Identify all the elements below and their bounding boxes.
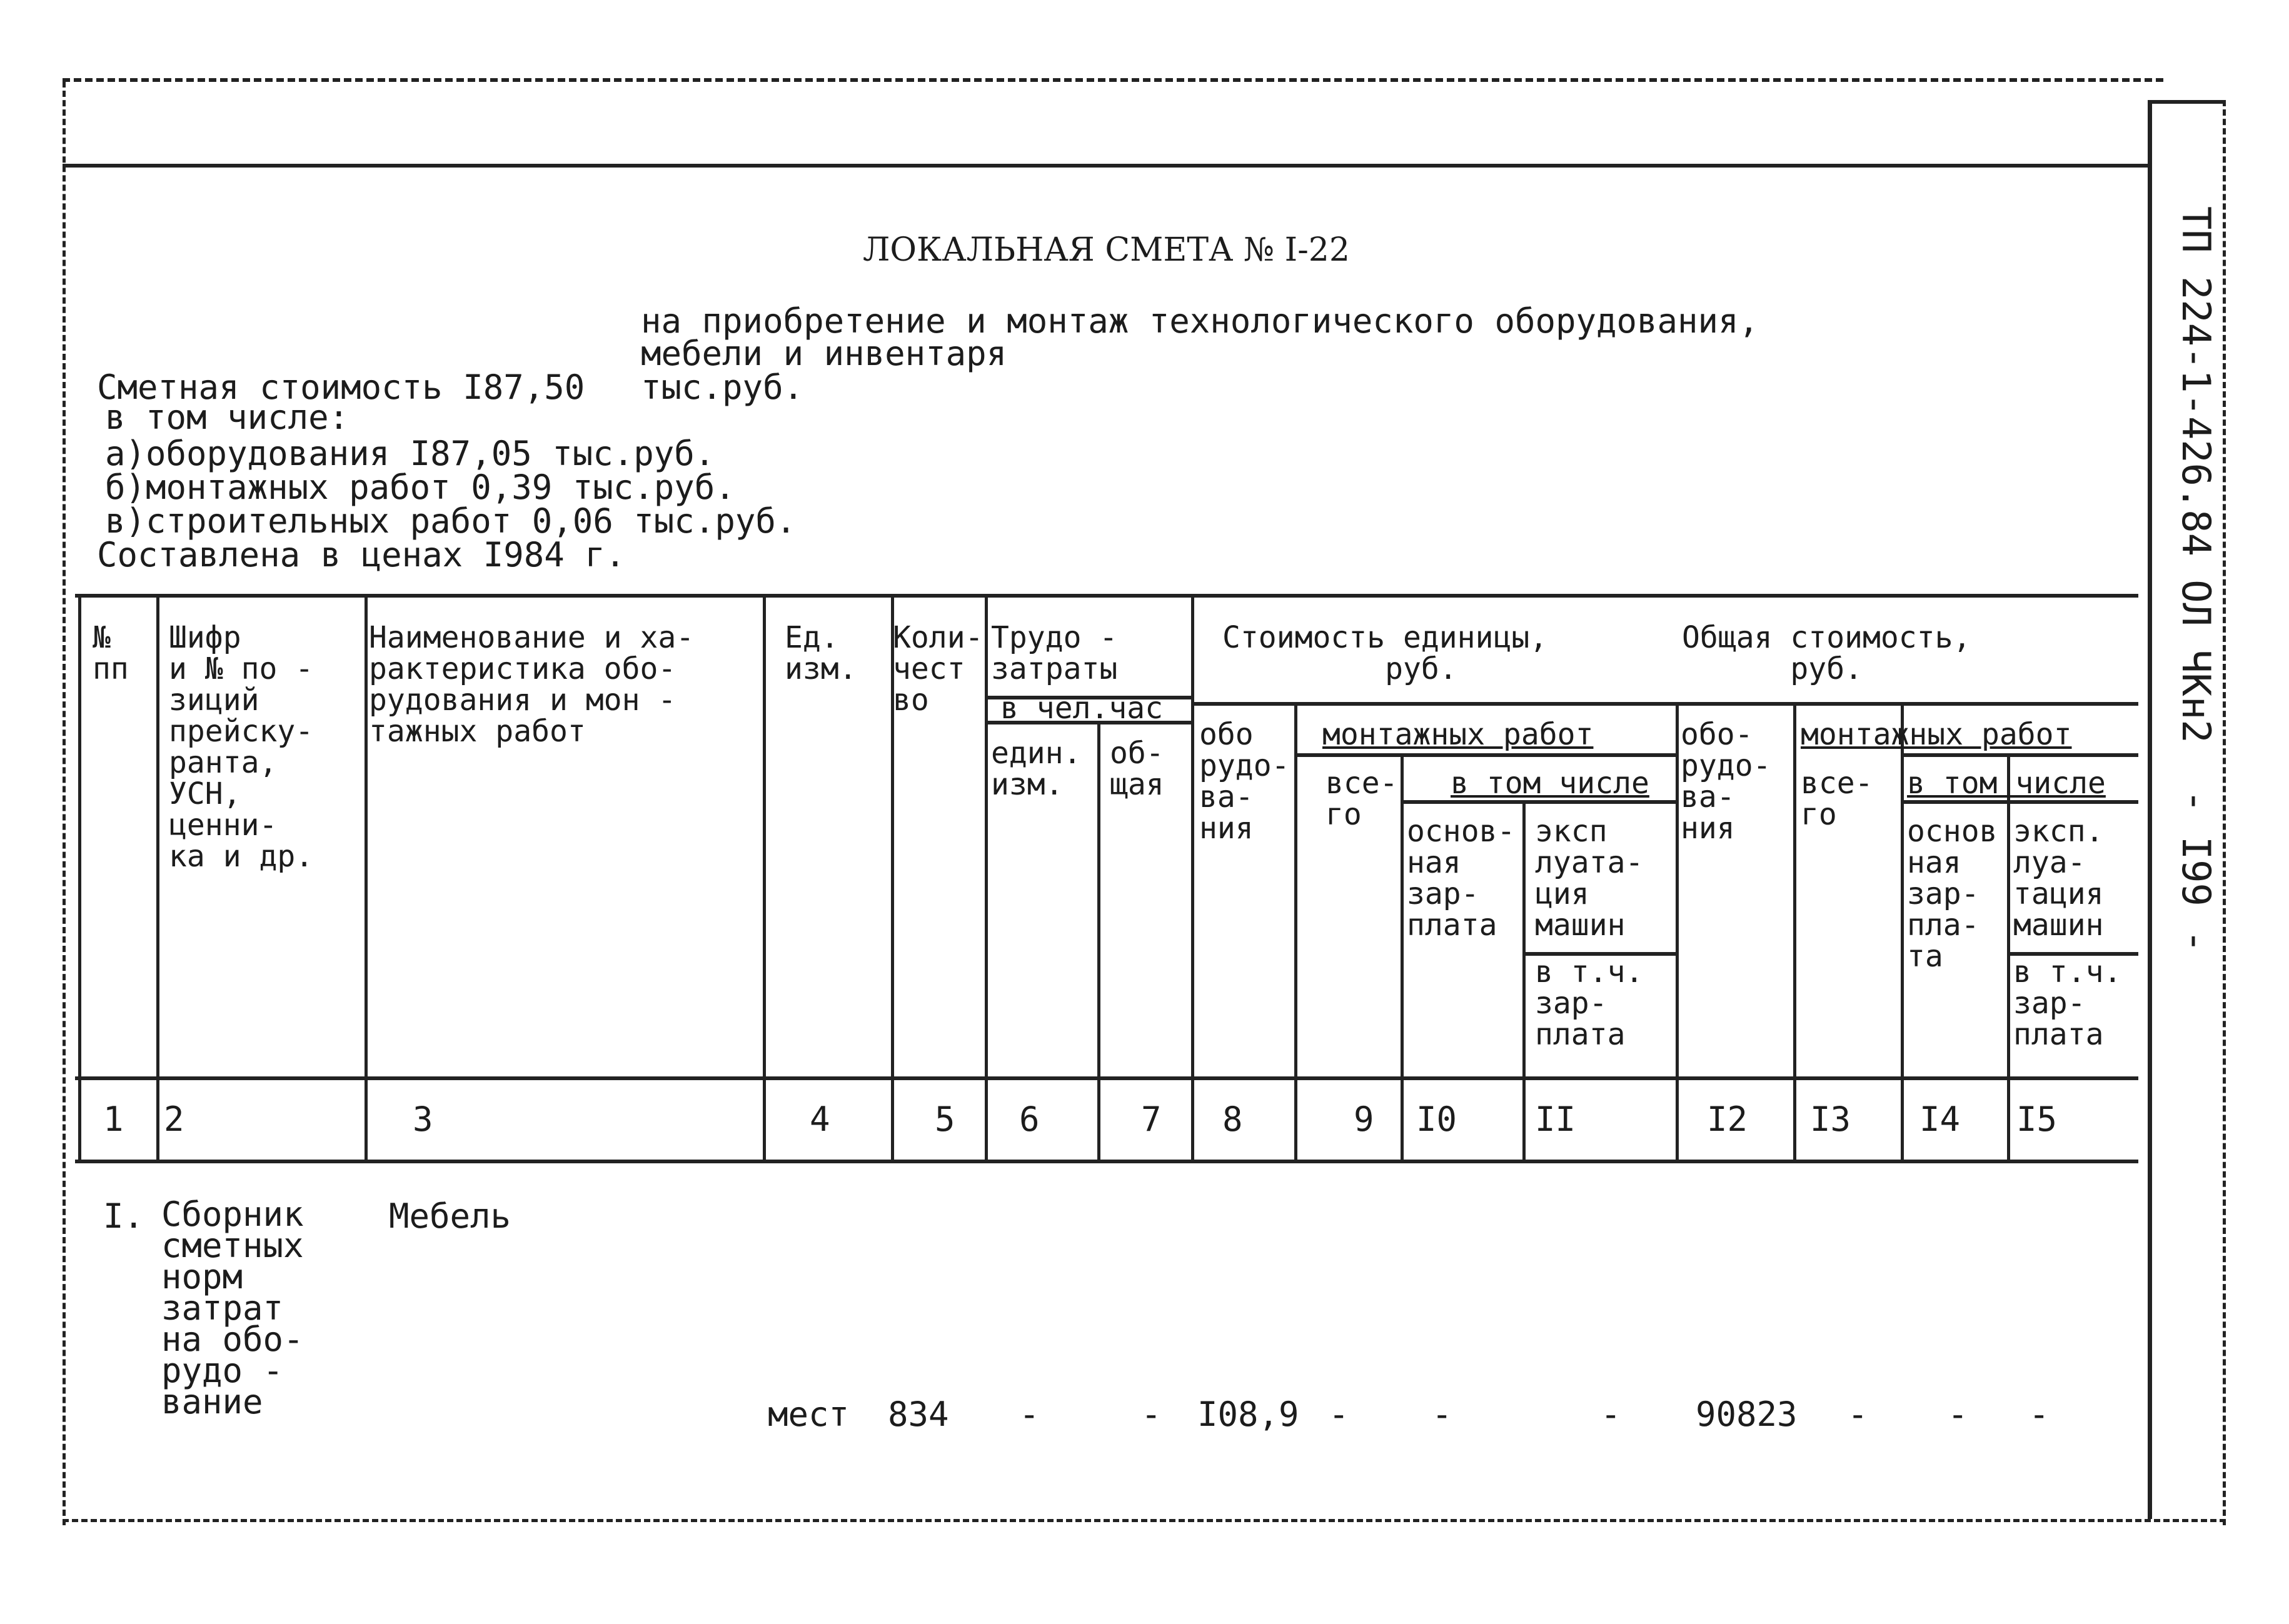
col-rule-14: [2007, 753, 2010, 1160]
colnum-15: I5: [2016, 1100, 2058, 1139]
header-rule-cost: [1194, 702, 2138, 706]
colnum-14: I4: [1919, 1100, 1961, 1139]
header-labor-unit: един. изм.: [991, 736, 1082, 802]
row-total-equip: 90823: [1696, 1395, 1798, 1434]
inner-top-rule: [63, 164, 2151, 168]
header-rule-mount1: [1294, 753, 1676, 757]
header-equip: обо рудо- ва- ния: [1199, 717, 1290, 846]
col-rule-0: [78, 594, 81, 1160]
col-rule-1: [156, 594, 159, 1160]
header-total-cost: Общая стоимость, руб.: [1682, 620, 1971, 686]
row-unit: мест: [768, 1395, 850, 1434]
colnum-4: 4: [810, 1100, 830, 1139]
colnum-9: 9: [1354, 1100, 1374, 1139]
subtitle-line2: мебели и инвентаря: [641, 334, 1007, 373]
header-mount: монтажных работ: [1322, 717, 1594, 752]
header-machine-pay2: в т.ч. зар- плата: [2013, 955, 2122, 1052]
header-base-pay2: основ ная зар- пла- та: [1907, 814, 1998, 974]
row-name: Мебель: [389, 1196, 511, 1236]
header-qty: Коли- чест во: [893, 620, 984, 718]
col-rule-12: [1793, 702, 1796, 1160]
side-stamp: ТП 224-1-426.84 ОЛ ЧКн2 - I99 -: [2173, 206, 2219, 953]
colnum-11: II: [1535, 1100, 1576, 1139]
header-rule-mount2: [1901, 753, 2138, 757]
col-rule-8: [1294, 702, 1297, 1160]
colnum-8: 8: [1222, 1100, 1243, 1139]
colnum-3: 3: [413, 1100, 433, 1139]
col-rule-13: [1901, 702, 1904, 1160]
breakdown-equipment: а)оборудования I87,05 тыс.руб.: [105, 434, 715, 473]
frame-right-top-border: [2151, 100, 2226, 104]
header-labor-sub: в чел.час: [1000, 691, 1164, 726]
col-rule-2: [365, 594, 368, 1160]
row-number: I.: [103, 1196, 144, 1236]
col-rule-9: [1401, 753, 1404, 1160]
colnum-13: I3: [1810, 1100, 1851, 1139]
header-base-pay: основ- ная зар- плата: [1407, 814, 1516, 943]
table-top-rule: [75, 594, 2138, 598]
header-unit: Ед. изм.: [785, 620, 857, 686]
header-equip2: обо- рудо- ва- ния: [1681, 717, 1771, 846]
row-total-all: -: [1848, 1395, 1868, 1434]
inner-right-rule: [2148, 100, 2152, 1519]
col-rule-11: [1676, 702, 1679, 1160]
page-title: ЛОКАЛЬНАЯ СМЕТА № I-22: [863, 231, 1350, 269]
header-labor: Трудо - затраты: [991, 620, 1118, 686]
header-mount2-all: все- го: [1801, 766, 1873, 832]
header-unit-cost: Стоимость единицы, руб.: [1222, 620, 1548, 686]
col-rule-6: [1097, 721, 1100, 1160]
colnum-bottom-rule: [75, 1160, 2138, 1163]
colnum-1: 1: [103, 1100, 124, 1139]
header-bottom-rule: [75, 1076, 2138, 1080]
colnum-10: I0: [1416, 1100, 1457, 1139]
row-code: Сборник сметных норм затрат на обо- рудо - вание: [161, 1195, 304, 1421]
colnum-12: I2: [1707, 1100, 1748, 1139]
header-name: Наименование и ха- рактеристика обо- рудования и мон - тажных работ: [369, 620, 695, 749]
header-labor-total: об- щая: [1110, 736, 1164, 802]
header-mount-all: все- го: [1326, 766, 1398, 832]
header-machine-pay: в т.ч. зар- плата: [1535, 955, 1644, 1052]
subtitle-line1: на приобретение и монтаж технологического оборудования,: [641, 301, 1759, 341]
row-qty: 834: [888, 1395, 949, 1434]
header-mount-incl: в том числе: [1451, 766, 1649, 801]
colnum-6: 6: [1019, 1100, 1040, 1139]
header-machine2: эксп. луа- тация машин: [2013, 814, 2104, 943]
header-machine: эксп луата- ция машин: [1535, 814, 1644, 943]
col-rule-10: [1522, 800, 1526, 1160]
breakdown-mounting: б)монтажных работ 0,39 тыс.руб.: [105, 468, 735, 507]
row-mount-all: -: [1329, 1395, 1349, 1434]
row-total-machine: -: [2029, 1395, 2050, 1434]
col-rule-7: [1191, 594, 1194, 1160]
header-num: № пп: [93, 620, 129, 686]
cost-unit: тыс.руб.: [641, 368, 804, 407]
breakdown-construction: в)строительных работ 0,06 тыс.руб.: [105, 501, 797, 541]
cost-line: Сметная стоимость I87,50: [97, 368, 585, 407]
frame-right-border: [2223, 100, 2226, 1525]
row-equip-cost: I08,9: [1197, 1395, 1299, 1434]
row-labor-unit: -: [1019, 1395, 1040, 1434]
header-code: Шифр и № по - зиций прейску- ранта, УСН, ценни- ка и др.: [169, 620, 314, 874]
row-mount-base: -: [1432, 1395, 1452, 1434]
frame-left-border: [63, 81, 66, 1525]
header-mount2: монтажных работ: [1801, 717, 2072, 752]
col-rule-5: [985, 594, 988, 1160]
header-mount2-incl: в том числе: [1907, 766, 2106, 801]
colnum-2: 2: [164, 1100, 184, 1139]
prices-note: Составлена в ценах I984 г.: [97, 535, 626, 574]
row-total-base: -: [1948, 1395, 1968, 1434]
colnum-7: 7: [1141, 1100, 1162, 1139]
row-mount-machine: -: [1601, 1395, 1621, 1434]
including-label: в том числе:: [105, 398, 350, 437]
row-labor-total: -: [1141, 1395, 1162, 1434]
frame-top-border: [63, 78, 2163, 82]
frame-bottom-border: [63, 1519, 2226, 1522]
col-rule-3: [763, 594, 766, 1160]
colnum-5: 5: [935, 1100, 955, 1139]
